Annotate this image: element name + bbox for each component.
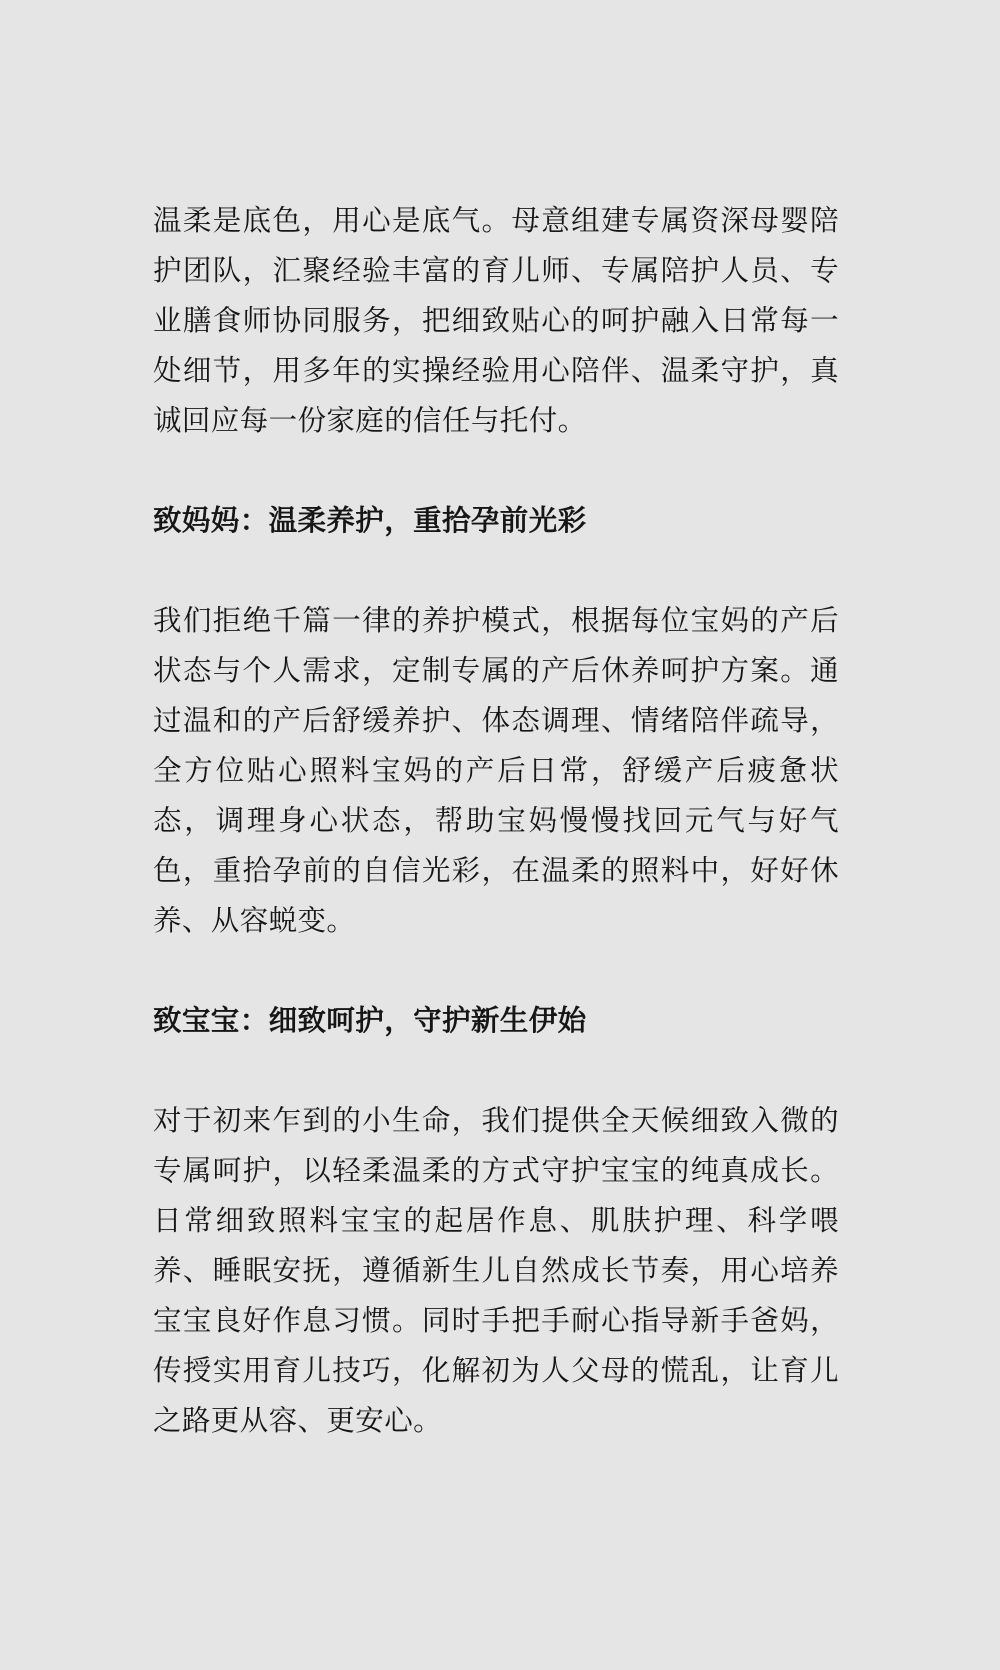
spacer (153, 1046, 839, 1096)
spacer (153, 446, 839, 496)
mom-section-paragraph: 我们拒绝千篇一律的养护模式，根据每位宝妈的产后状态与个人需求，定制专属的产后休养呵护方案。通过温和的产后舒缓养护、体态调理、情绪陪伴疏导，全方位贴心照料宝妈的产后日常，舒缓产后疲惫状态，调理身心状态，帮助宝妈慢慢找回元气与好气色，重拾孕前的自信光彩，在温柔的照料中，好好休养、从容蜕变。 (153, 604, 839, 937)
mom-section-heading: 致妈妈：温柔养护，重拾孕前光彩 (153, 504, 587, 537)
intro-paragraph: 温柔是底色，用心是底气。母意组建专属资深母婴陪护团队，汇聚经验丰富的育儿师、专属陪护人员、专业膳食师协同服务，把细致贴心的呵护融入日常每一处细节，用多年的实操经验用心陪伴、温柔守护，真诚回应每一份家庭的信任与托付。 (153, 204, 839, 437)
spacer (153, 946, 839, 996)
article (153, 196, 839, 1446)
baby-section-heading: 致宝宝：细致呵护，守护新生伊始 (153, 1004, 587, 1037)
spacer (153, 546, 839, 596)
baby-section-paragraph: 对于初来乍到的小生命，我们提供全天候细致入微的专属呵护，以轻柔温柔的方式守护宝宝的纯真成长。日常细致照料宝宝的起居作息、肌肤护理、科学喂养、睡眠安抚，遵循新生儿自然成长节奏，用心培养宝宝良好作息习惯。同时手把手耐心指导新手爸妈，传授实用育儿技巧，化解初为人父母的慌乱，让育儿之路更从容、更安心。 (153, 1104, 839, 1437)
